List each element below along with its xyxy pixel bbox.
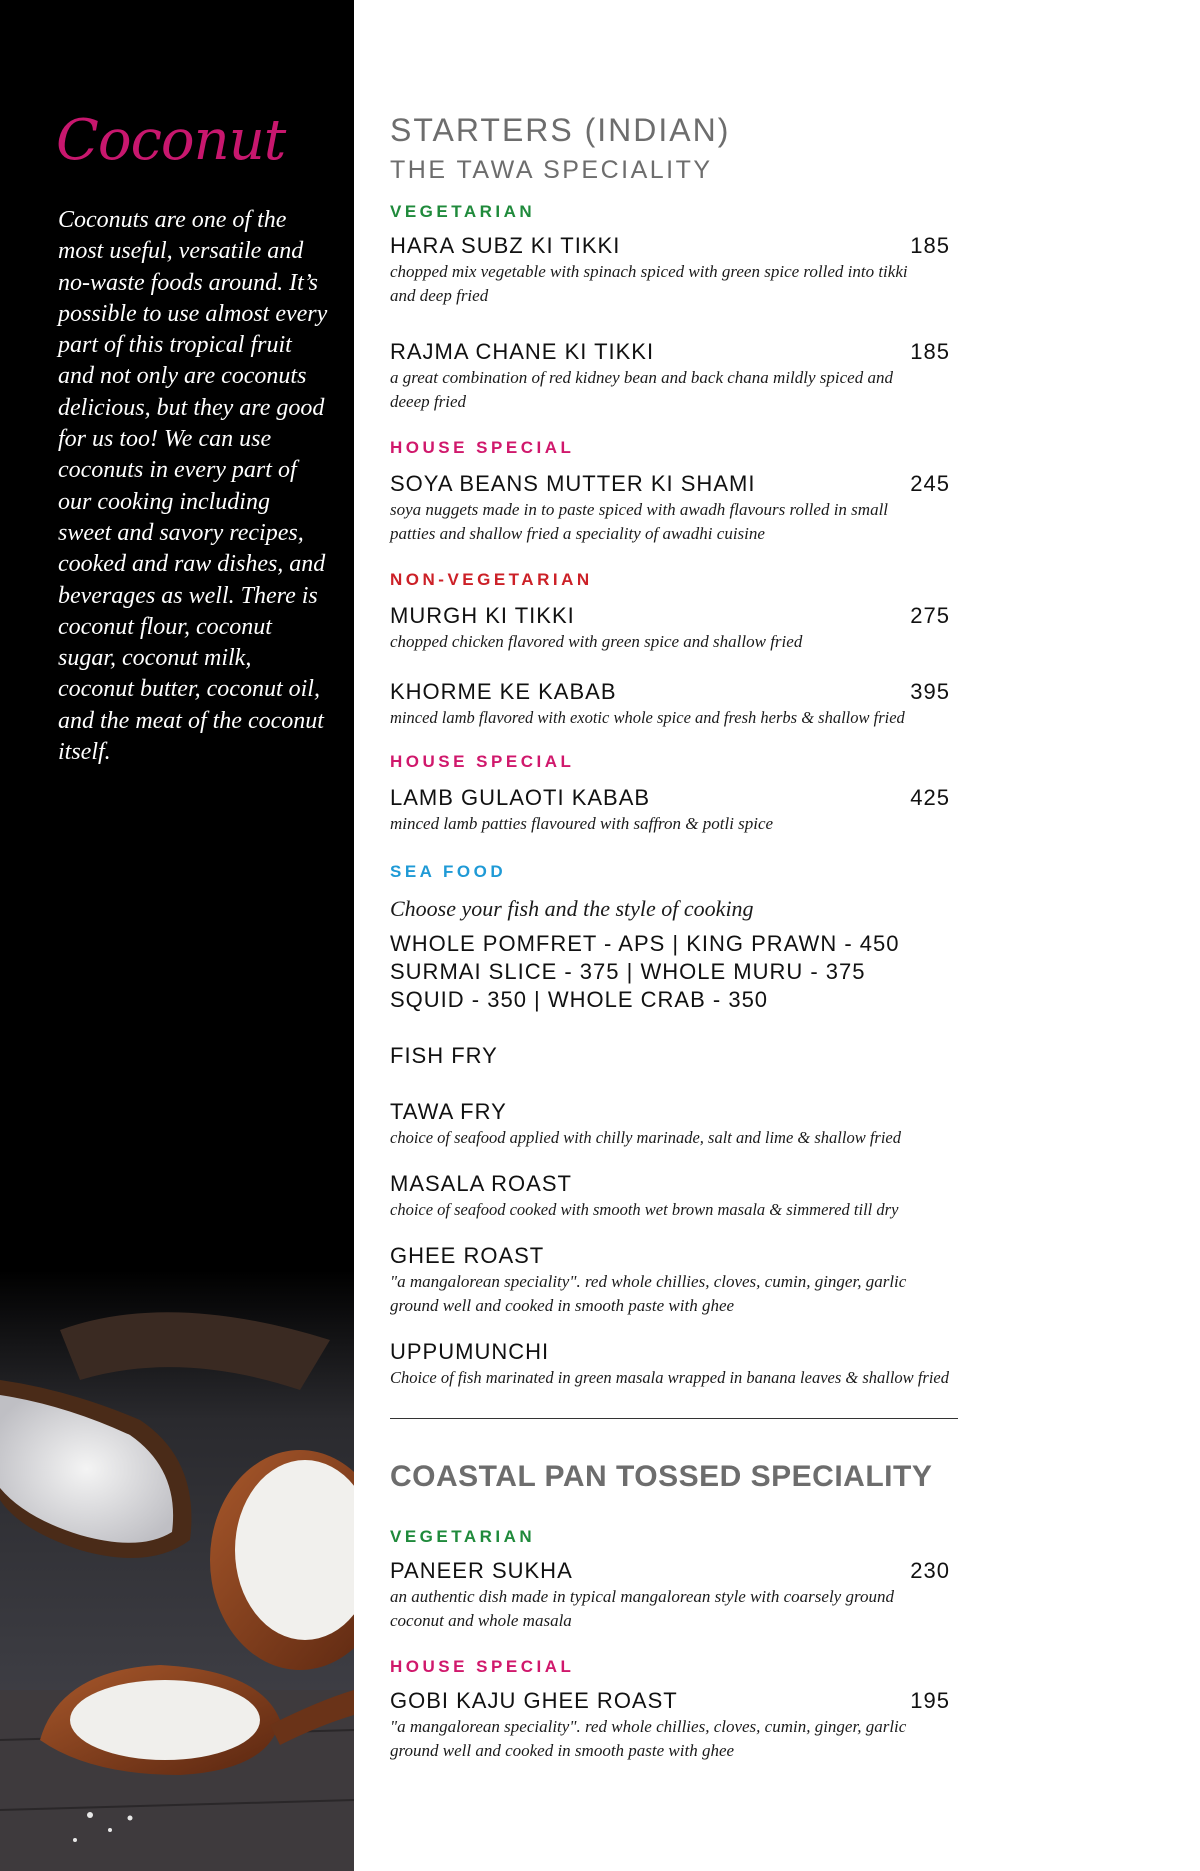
fish-price-line: SQUID - 350 | WHOLE CRAB - 350: [390, 987, 769, 1012]
item-price: 185: [910, 339, 950, 364]
coconut-photo: [0, 1270, 354, 1871]
sidebar-panel: [0, 0, 354, 1871]
menu-item: [390, 232, 970, 308]
fish-price-list: [390, 930, 970, 1014]
section-divider: [390, 1418, 958, 1419]
item-description: chopped chicken flavored with green spice and shallow fried: [390, 632, 803, 651]
item-description: an authentic dish made in typical mangalorean style with coarsely ground coconut and whole masala: [390, 1587, 894, 1630]
item-price: 230: [910, 1558, 950, 1583]
item-name: PANEER SUKHA: [390, 1558, 573, 1583]
item-price: 185: [910, 233, 950, 258]
cooking-style-item: [390, 1338, 970, 1390]
starters-heading: STARTERS (INDIAN): [390, 112, 731, 148]
menu-column: [390, 108, 970, 1763]
item-name: HARA SUBZ KI TIKKI: [390, 233, 621, 258]
cooking-style-item: [390, 1042, 970, 1070]
item-description: minced lamb patties flavoured with saffron & potli spice: [390, 814, 774, 833]
item-name: LAMB GULAOTI KABAB: [390, 785, 651, 810]
vegetarian-label: VEGETARIAN: [390, 1527, 536, 1546]
style-description: choice of seafood cooked with smooth wet brown masala & simmered till dry: [390, 1200, 899, 1219]
house-special-label: HOUSE SPECIAL: [390, 438, 575, 457]
item-price: 395: [910, 679, 950, 704]
item-description: minced lamb flavored with exotic whole spice and fresh herbs & shallow fried: [390, 708, 905, 727]
item-description: chopped mix vegetable with spinach spiced with green spice rolled into tikki and deep fried: [390, 262, 908, 305]
style-name: TAWA FRY: [390, 1099, 507, 1124]
style-name: UPPUMUNCHI: [390, 1339, 550, 1364]
item-name: GOBI KAJU GHEE ROAST: [390, 1688, 678, 1713]
sea-food-label: SEA FOOD: [390, 862, 507, 881]
style-description: "a mangalorean speciality". red whole chillies, cloves, cumin, ginger, garlic ground well and cooked in smooth paste with ghee: [390, 1272, 907, 1315]
style-name: GHEE ROAST: [390, 1243, 545, 1268]
menu-item: [390, 602, 970, 654]
item-name: SOYA BEANS MUTTER KI SHAMI: [390, 471, 756, 496]
item-description: "a mangalorean speciality". red whole chillies, cloves, cumin, ginger, garlic ground well and cooked in smooth paste with ghee: [390, 1717, 907, 1760]
sidebar-title: Coconut: [56, 108, 286, 173]
item-price: 195: [910, 1688, 950, 1713]
style-description: choice of seafood applied with chilly marinade, salt and lime & shallow fried: [390, 1128, 901, 1147]
sidebar-body-text: Coconuts are one of the most useful, versatile and no-waste foods around. It’s possible to use almost every part of this tropical fruit and not only are coconuts delicious, but they are good for us too! We can use coconuts in every part of our cooking including sweet and savory recipes, cooked and raw dishes, and beverages as well. There is coconut flour, coconut sugar, coconut milk, coconut butter, coconut oil, and the meat of the coconut itself.: [58, 207, 328, 766]
menu-item: [390, 784, 970, 836]
house-special-label: HOUSE SPECIAL: [390, 1657, 575, 1676]
menu-item: [390, 1687, 970, 1763]
item-name: KHORME KE KABAB: [390, 679, 617, 704]
fish-price-line: WHOLE POMFRET - APS | KING PRAWN - 450: [390, 931, 900, 956]
house-special-label: HOUSE SPECIAL: [390, 752, 575, 771]
cooking-style-item: [390, 1098, 970, 1150]
item-name: RAJMA CHANE KI TIKKI: [390, 339, 655, 364]
item-price: 425: [910, 785, 950, 810]
item-description: soya nuggets made in to paste spiced with awadh flavours rolled in small patties and shallow fried a speciality of awadhi cuisine: [390, 500, 889, 543]
cooking-style-item: [390, 1242, 970, 1318]
style-name: MASALA ROAST: [390, 1171, 572, 1196]
item-price: 275: [910, 603, 950, 628]
style-name: FISH FRY: [390, 1043, 498, 1068]
menu-item: [390, 678, 970, 730]
fish-price-line: SURMAI SLICE - 375 | WHOLE MURU - 375: [390, 959, 866, 984]
tawa-subheading: THE TAWA SPECIALITY: [390, 156, 713, 184]
menu-item: [390, 470, 970, 546]
non-vegetarian-label: NON-VEGETARIAN: [390, 570, 593, 589]
item-description: a great combination of red kidney bean and back chana mildly spiced and deeep fried: [390, 368, 893, 411]
item-price: 245: [910, 471, 950, 496]
style-description: Choice of fish marinated in green masala wrapped in banana leaves & shallow fried: [390, 1368, 949, 1387]
menu-item: [390, 1557, 970, 1633]
coastal-heading: COASTAL PAN TOSSED SPECIALITY: [390, 1460, 933, 1493]
vegetarian-label: VEGETARIAN: [390, 202, 536, 221]
sea-food-lead: Choose your fish and the style of cooking: [390, 896, 754, 921]
item-name: MURGH KI TIKKI: [390, 603, 575, 628]
menu-item: [390, 338, 970, 414]
cooking-style-item: [390, 1170, 970, 1222]
